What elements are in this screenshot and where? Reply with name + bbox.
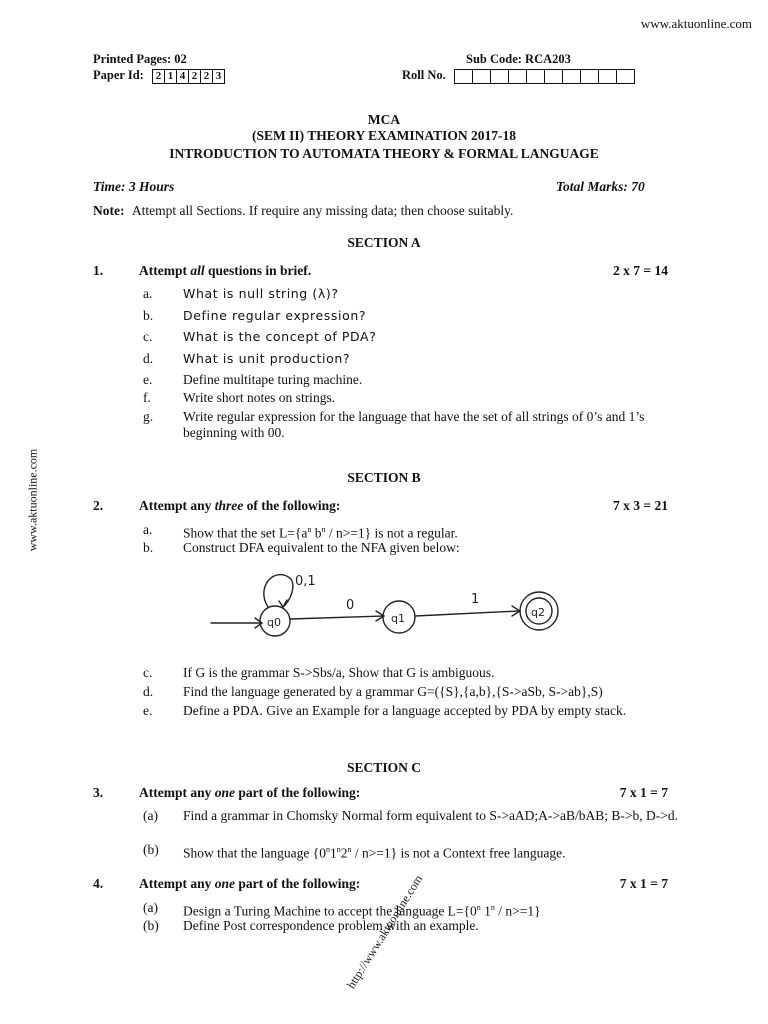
roll-no-box[interactable] (526, 69, 545, 84)
edge-q0-q1 (290, 616, 383, 619)
question-text: Attempt all questions in brief. (139, 263, 312, 278)
roll-no-box[interactable] (454, 69, 473, 84)
roll-no-box[interactable] (490, 69, 509, 84)
question-number: 4. (93, 876, 104, 891)
exam-time: Time: 3 Hours (93, 179, 175, 194)
side-watermark: www.aktuonline.com (25, 448, 40, 552)
self-loop (264, 575, 293, 607)
state-q0-label: q0 (267, 616, 281, 629)
paper-id-digit: 4 (176, 69, 189, 84)
roll-no-label: Roll No. (402, 68, 446, 82)
exam-title: (SEM II) THEORY EXAMINATION 2017-18 (251, 128, 517, 143)
state-q1-label: q1 (391, 612, 405, 625)
note (93, 203, 513, 219)
section-a-title: SECTION A (347, 235, 421, 250)
edge-q1-q2 (415, 611, 519, 616)
paper-id (93, 68, 225, 84)
state-q2-label: q2 (531, 606, 545, 619)
loop-label: 0,1 (295, 574, 316, 589)
roll-no-box[interactable] (544, 69, 563, 84)
paper-id-digit: 1 (164, 69, 177, 84)
paper-id-boxes (153, 69, 225, 84)
paper-id-digit: 2 (200, 69, 213, 84)
roll-no-box[interactable] (562, 69, 581, 84)
paper-id-label: Paper Id: (93, 68, 144, 82)
paper-id-digit: 2 (152, 69, 165, 84)
note-text: Attempt all Sections. If require any missing data; then choose suitably. (131, 203, 514, 218)
question-number: 2. (93, 498, 104, 513)
diagonal-watermark: http://www.aktuonline.com (343, 872, 426, 992)
question-marks: 7 x 1 = 7 (619, 876, 668, 891)
site-header-url[interactable]: www.aktuonline.com (640, 16, 752, 31)
edge1-label: 0 (346, 598, 355, 613)
printed-pages: Printed Pages: 02 (93, 52, 187, 66)
sub-code: Sub Code: RCA203 (466, 52, 571, 66)
subject-title: INTRODUCTION TO AUTOMATA THEORY & FORMAL LANGUAGE (169, 146, 599, 161)
roll-no (402, 68, 635, 84)
roll-no-box[interactable] (580, 69, 599, 84)
question-text: Attempt any one part of the following: (139, 876, 361, 891)
question-marks: 7 x 3 = 21 (613, 498, 668, 513)
question-text: Attempt any one part of the following: (139, 785, 361, 800)
question-number: 3. (93, 785, 104, 800)
paper-id-digit: 2 (188, 69, 201, 84)
total-marks: Total Marks: 70 (556, 179, 645, 194)
roll-no-box[interactable] (616, 69, 635, 84)
nfa-diagram (183, 557, 603, 662)
question-number: 1. (93, 263, 104, 278)
roll-no-box[interactable] (508, 69, 527, 84)
course-name: MCA (367, 112, 401, 127)
question-text: Attempt any three of the following: (139, 498, 341, 513)
roll-no-box[interactable] (472, 69, 491, 84)
section-b-title: SECTION B (347, 470, 421, 485)
note-label: Note: (93, 203, 125, 218)
paper-id-digit: 3 (212, 69, 225, 84)
roll-no-boxes (455, 69, 635, 84)
question-marks: 7 x 1 = 7 (619, 785, 668, 800)
question-marks: 2 x 7 = 14 (613, 263, 668, 278)
section-c-title: SECTION C (347, 760, 421, 775)
roll-no-box[interactable] (598, 69, 617, 84)
edge2-label: 1 (471, 592, 480, 607)
